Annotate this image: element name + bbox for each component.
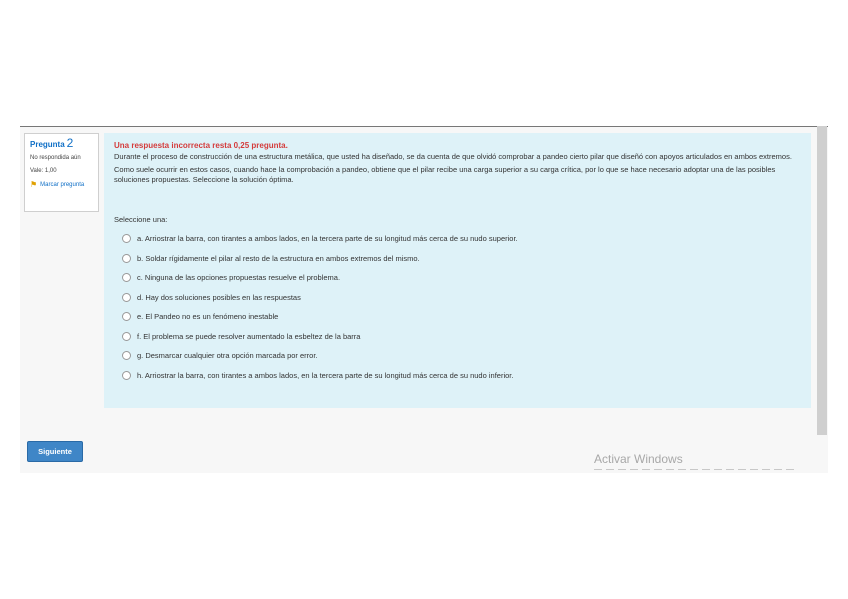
question-content <box>104 133 811 408</box>
radio-button[interactable] <box>122 273 131 282</box>
flag-icon: ⚑ <box>30 180 38 189</box>
question-score: Vale: 1,00 <box>30 168 57 174</box>
vertical-scrollbar[interactable] <box>817 126 827 435</box>
radio-button[interactable] <box>122 293 131 302</box>
radio-button[interactable] <box>122 254 131 263</box>
answer-option-c[interactable] <box>114 268 801 288</box>
question-text-2: Como suele ocurrir en estos casos, cuando hace la comprobación a pandeo, obtiene que el pilar recibe una carga superior a su carga crítica, por lo que se hace necesario adoptar una de las posibles soluciones propuestas. Seleccione la solución óptima. <box>114 165 776 184</box>
option-label: a. Arriostrar la barra, con tirantes a ambos lados, en la tercera parte de su longitud más cerca de su nudo superior. <box>137 234 518 244</box>
question-status: No respondida aún <box>30 155 81 161</box>
radio-button[interactable] <box>122 351 131 360</box>
question-number: Pregunta 2 <box>30 136 74 150</box>
next-button[interactable]: Siguiente <box>27 441 83 462</box>
answer-option-f[interactable] <box>114 327 801 347</box>
option-label: b. Soldar rígidamente el pilar al resto de la estructura en ambos extremos del mismo. <box>137 253 420 263</box>
answer-option-h[interactable] <box>114 366 801 386</box>
radio-button[interactable] <box>122 371 131 380</box>
answer-option-g[interactable] <box>114 346 801 366</box>
option-label: c. Ninguna de las opciones propuestas resuelve el problema. <box>137 273 341 283</box>
penalty-warning: Una respuesta incorrecta resta 0,25 pregunta. <box>114 141 288 150</box>
answer-option-a[interactable] <box>114 229 801 249</box>
answer-option-b[interactable] <box>114 249 801 269</box>
flag-question-label: Marcar pregunta <box>40 182 85 188</box>
activation-watermark: Activar Windows <box>594 452 683 466</box>
radio-button[interactable] <box>122 312 131 321</box>
radio-button[interactable] <box>122 332 131 341</box>
option-label: f. El problema se puede resolver aumentado la esbeltez de la barra <box>137 331 361 341</box>
answer-prompt: Seleccione una: <box>114 215 168 224</box>
flag-question-link[interactable] <box>30 181 93 189</box>
option-label: g. Desmarcar cualquier otra opción marcada por error. <box>137 351 318 361</box>
radio-button[interactable] <box>122 234 131 243</box>
option-label: d. Hay dos soluciones posibles en las respuestas <box>137 292 301 302</box>
question-text-1: Durante el proceso de construcción de una estructura metálica, que usted ha diseñado, se da cuenta de que olvidó comprobar a pandeo cierto pilar que diseñó con apoyos articulados en ambos extremos. <box>114 152 792 161</box>
option-label: h. Arriostrar la barra, con tirantes a ambos lados, en la tercera parte de su longitud más cerca de su nudo inferior. <box>137 370 514 380</box>
answer-option-e[interactable] <box>114 307 801 327</box>
question-info-panel <box>24 133 99 212</box>
answer-options <box>114 229 801 385</box>
answer-option-d[interactable] <box>114 288 801 308</box>
watermark-subtext <box>594 468 794 471</box>
option-label: e. El Pandeo no es un fenómeno inestable <box>137 312 279 322</box>
